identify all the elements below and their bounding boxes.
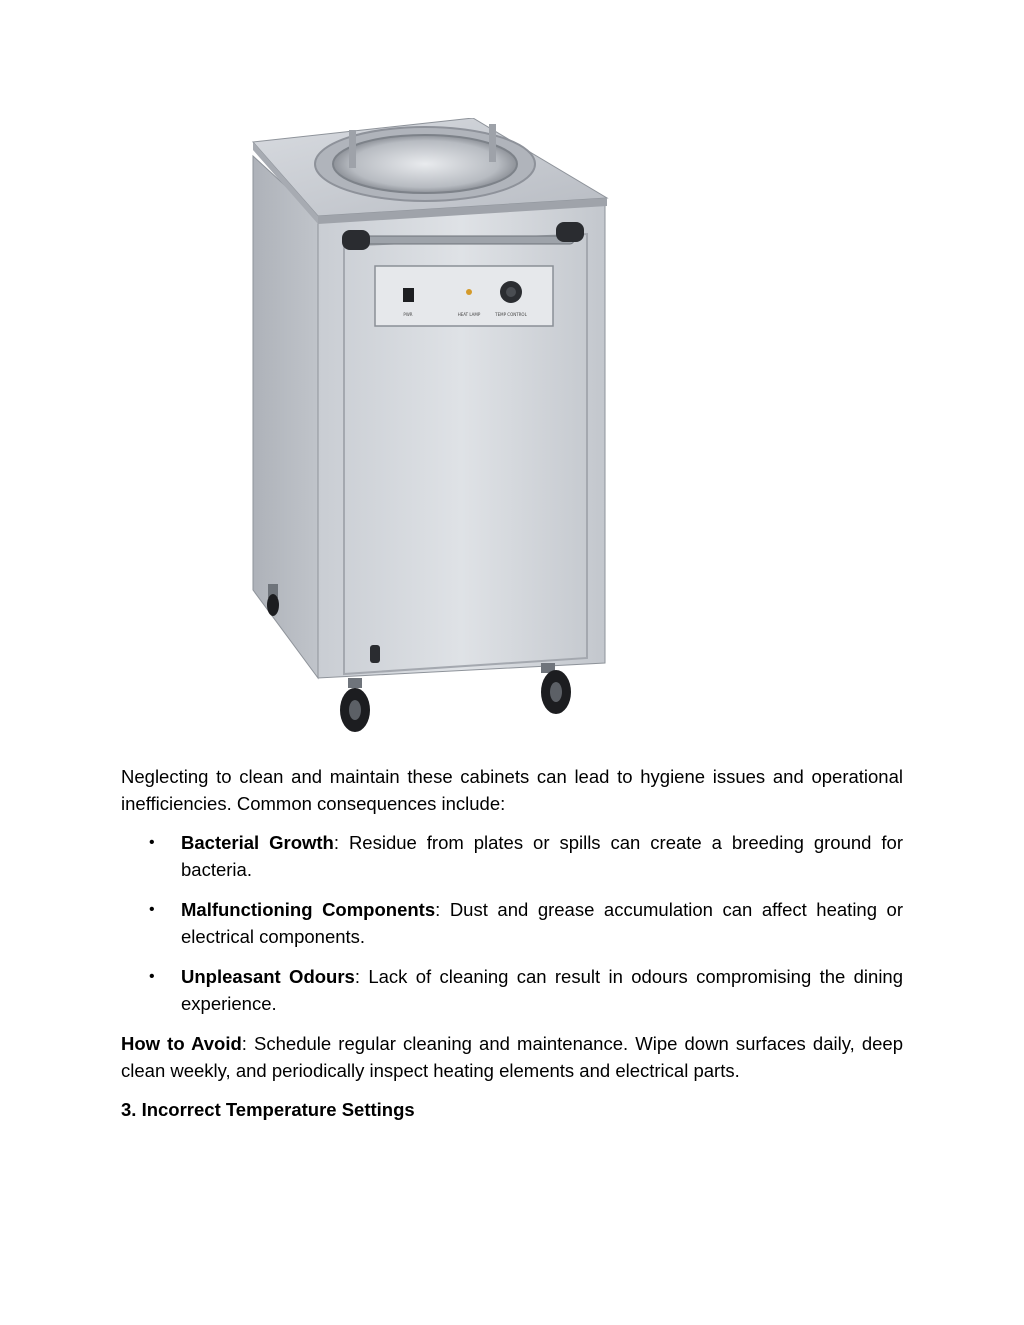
- list-item-term: Bacterial Growth: [181, 832, 334, 853]
- article-body: [121, 763, 903, 1123]
- how-to-avoid-text: : Schedule regular cleaning and maintenance. Wipe down surfaces daily, deep clean weekly, and periodically inspect heating elements and electrical parts.: [121, 1033, 903, 1081]
- bullet-icon: •: [149, 834, 155, 851]
- list-item-term: Unpleasant Odours: [181, 966, 355, 987]
- consequences-list: [121, 829, 903, 1017]
- bullet-icon: •: [149, 968, 155, 985]
- section-heading: 3. Incorrect Temperature Settings: [121, 1099, 415, 1120]
- dial-label: TEMP CONTROL: [495, 312, 527, 317]
- list-item: [121, 829, 903, 883]
- list-item-term: Malfunctioning Components: [181, 899, 436, 920]
- lamp-label: HEAT LAMP: [457, 312, 481, 317]
- list-item-text: : Residue from plates or spills can create a breeding ground for bacteria.: [181, 832, 903, 880]
- switch-label: PWR: [403, 312, 413, 317]
- list-item-text: : Lack of cleaning can result in odours compromising the dining experience.: [181, 966, 904, 1014]
- intro-paragraph: Neglecting to clean and maintain these cabinets can lead to hygiene issues and operational inefficiencies. Common consequences include:: [121, 766, 903, 814]
- plate-warmer-cabinet-image: [120, 118, 748, 748]
- list-item: [121, 963, 903, 1017]
- caster-wheel-icon: [267, 584, 279, 616]
- caster-wheel-icon: [340, 678, 370, 732]
- how-to-avoid-term: How to Avoid: [121, 1033, 242, 1054]
- bullet-icon: •: [149, 901, 155, 918]
- list-item-text: : Dust and grease accumulation can affect heating or electrical components.: [181, 899, 903, 947]
- how-to-avoid-paragraph: [121, 1030, 903, 1084]
- list-item: [121, 896, 903, 950]
- power-switch-icon: [403, 288, 414, 302]
- heat-lamp-icon: [466, 289, 472, 295]
- caster-wheel-icon: [541, 663, 571, 714]
